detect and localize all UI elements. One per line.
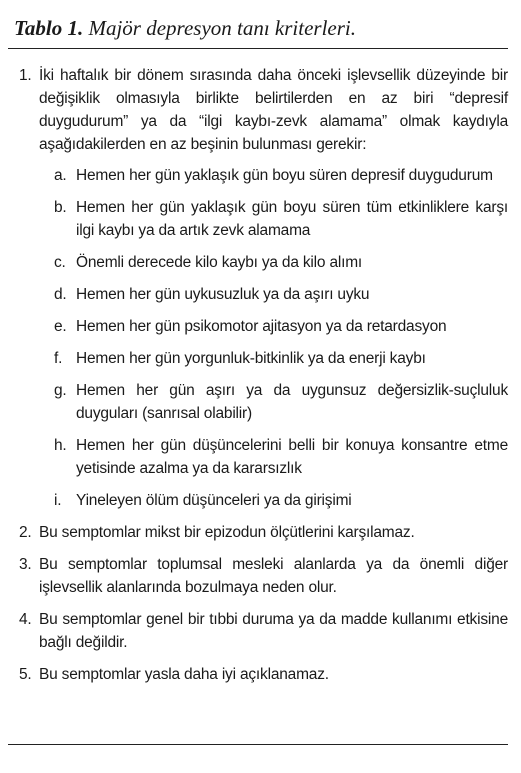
table-caption — [14, 14, 356, 42]
bottom-rule-divider — [8, 744, 508, 745]
criterion-text: Bu semptomlar toplumsal mesleki alanlarda ya da önemli diğer işlevsellik alanlarında bozulmaya neden olur. — [39, 556, 508, 596]
symptom-text: Hemen her gün uykusuzluk ya da aşırı uyku — [76, 286, 370, 303]
symptom-text: Hemen her gün aşırı ya da uygunsuz değersizlik-suçluluk duyguları (sanrısal olabilir) — [76, 382, 508, 422]
symptom-letter: d. — [54, 286, 67, 303]
symptom-text: Hemen her gün psikomotor ajitasyon ya da retardasyon — [76, 318, 447, 335]
criterion-number: 4. — [19, 611, 32, 628]
symptom-letter: b. — [54, 199, 67, 216]
symptom-d — [39, 283, 508, 306]
symptom-text: Hemen her gün yaklaşık gün boyu süren tüm etkinliklere karşı ilgi kaybı ya da artık zevk alamama — [76, 199, 508, 239]
symptom-text: Hemen her gün yaklaşık gün boyu süren depresif duygudurum — [76, 167, 493, 184]
symptom-i — [39, 489, 508, 512]
criterion-number: 1. — [19, 67, 32, 84]
symptom-text: Hemen her gün düşüncelerini belli bir konuya konsantre etme yetisinde azalma ya da kararsızlık — [76, 437, 508, 477]
symptom-g — [39, 379, 508, 425]
symptom-e — [39, 315, 508, 338]
symptom-letter: g. — [54, 382, 67, 399]
criterion-text: İki haftalık bir dönem sırasında daha önceki işlevsellik düzeyinde bir değişiklik olmasıyla birlikte belirtilerden en az biri “depresif duygudurum” ya da “ilgi kaybı-zevk alamama” olmak kaydıyla aşağıdakilerden en az beşinin bulunması gerekir: — [39, 67, 508, 153]
symptom-letter: f. — [54, 350, 63, 367]
criterion-2 — [14, 521, 508, 544]
symptom-list — [39, 164, 508, 512]
criterion-1 — [14, 64, 508, 512]
symptom-text: Önemli derecede kilo kaybı ya da kilo alımı — [76, 254, 363, 271]
symptom-letter: h. — [54, 437, 67, 454]
criterion-4 — [14, 608, 508, 654]
symptom-b — [39, 196, 508, 242]
criterion-text: Bu semptomlar genel bir tıbbi duruma ya da madde kullanımı etkisine bağlı değildir. — [39, 611, 508, 651]
symptom-letter: c. — [54, 254, 66, 271]
criterion-3 — [14, 553, 508, 599]
symptom-h — [39, 434, 508, 480]
criterion-number: 5. — [19, 666, 32, 683]
criteria-list — [14, 64, 508, 695]
criterion-number: 3. — [19, 556, 32, 573]
symptom-text: Yineleyen ölüm düşünceleri ya da girişimi — [76, 492, 352, 509]
table-caption-label: Tablo 1. — [14, 16, 84, 40]
criterion-text: Bu semptomlar mikst bir epizodun ölçütlerini karşılamaz. — [39, 524, 415, 541]
symptom-letter: i. — [54, 492, 62, 509]
symptom-f — [39, 347, 508, 370]
criterion-text: Bu semptomlar yasla daha iyi açıklanamaz. — [39, 666, 329, 683]
symptom-c — [39, 251, 508, 274]
symptom-text: Hemen her gün yorgunluk-bitkinlik ya da enerji kaybı — [76, 350, 426, 367]
criterion-number: 2. — [19, 524, 32, 541]
symptom-letter: a. — [54, 167, 67, 184]
symptom-letter: e. — [54, 318, 67, 335]
symptom-a — [39, 164, 508, 187]
top-rule-divider — [8, 48, 508, 49]
table-caption-title: Majör depresyon tanı kriterleri. — [88, 16, 356, 40]
criterion-5 — [14, 663, 508, 686]
